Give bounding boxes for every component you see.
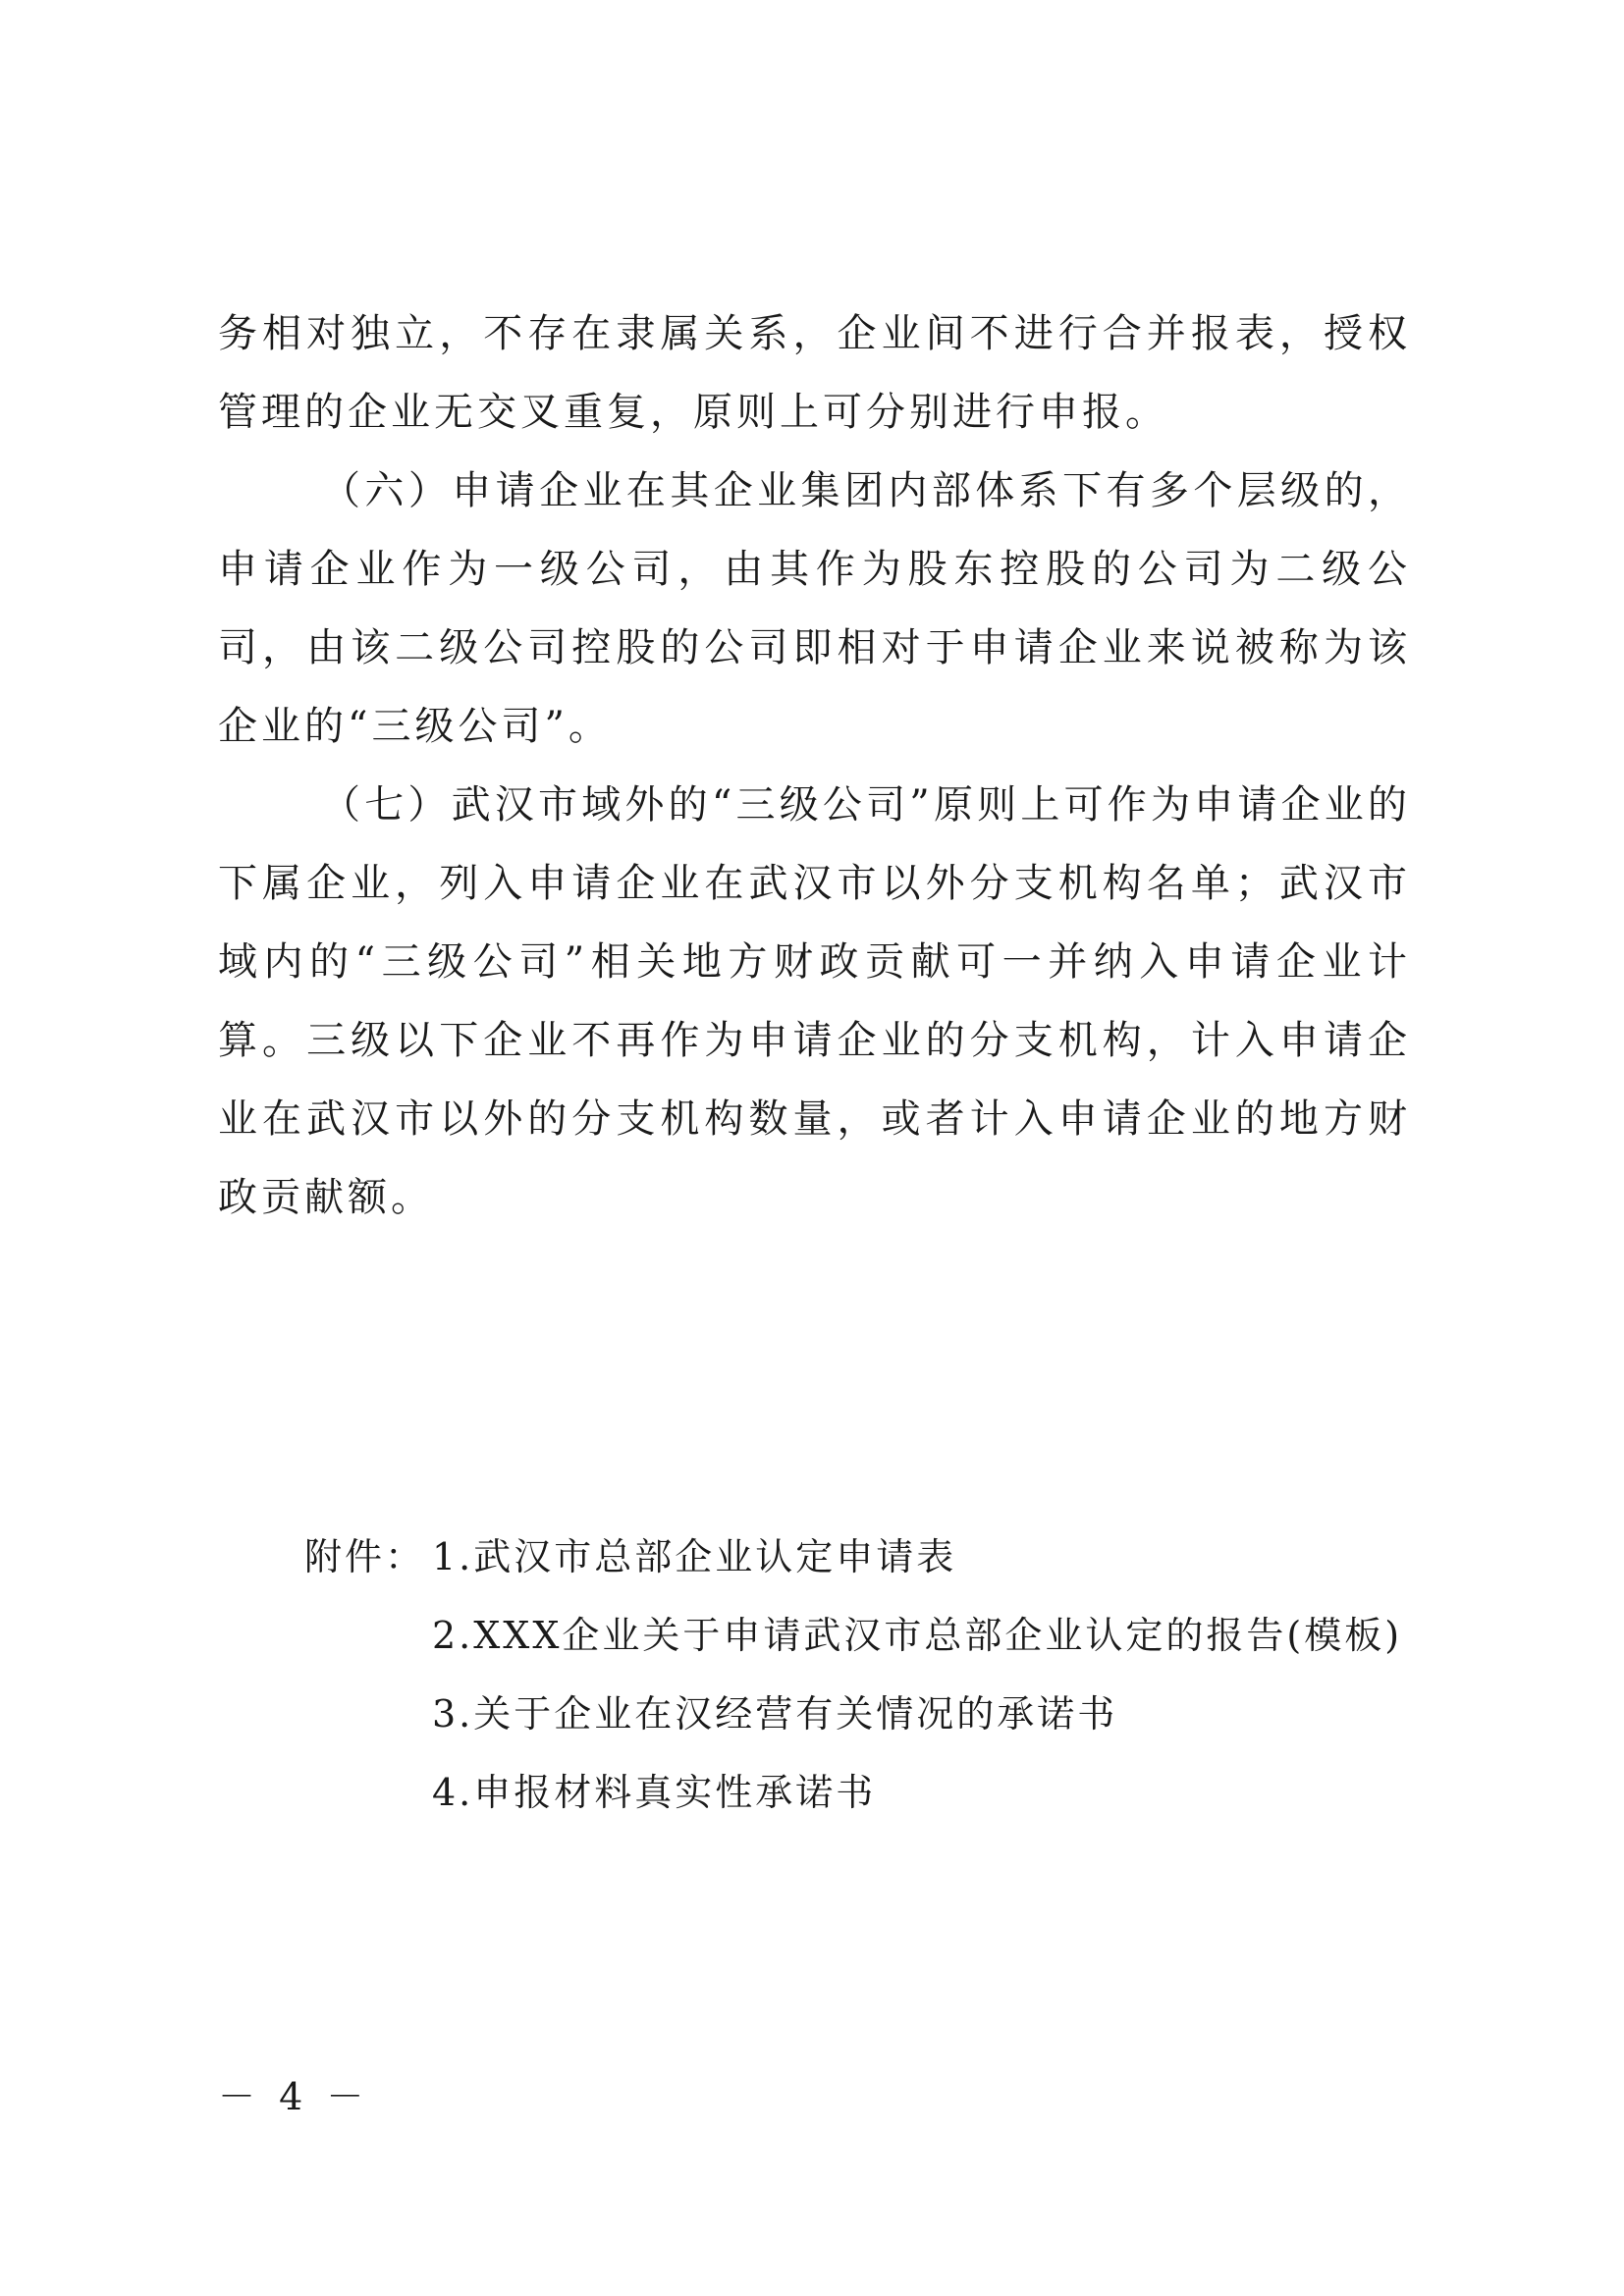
attachment-item-2: 2.XXX企业关于申请武汉市总部企业认定的报告(模板) — [432, 1614, 1403, 1657]
paragraph-section-six: （六）申请企业在其企业集团内部体系下有多个层级的，申请企业作为一级公司，由其作为股东控股的公司为二级公司，由该二级公司控股的公司即相对于申请企业来说被称为该企业的“三级公司”。 — [218, 468, 1411, 749]
body-text — [218, 294, 1411, 1237]
attachment-item — [304, 1675, 1402, 1753]
attachment-item — [304, 1518, 1402, 1596]
paragraph-continuation: 务相对独立，不存在隶属关系，企业间不进行合并报表，授权管理的企业无交叉重复，原则上可分别进行申报。 — [218, 311, 1411, 435]
attachments-label: 附件： — [304, 1535, 426, 1578]
attachment-item-3: 3.关于企业在汉经营有关情况的承诺书 — [432, 1692, 1118, 1735]
attachments-list — [304, 1518, 1402, 1832]
attachment-item-4: 4.申报材料真实性承诺书 — [432, 1771, 877, 1814]
paragraph-section-seven: （七）武汉市域外的“三级公司”原则上可作为申请企业的下属企业，列入申请企业在武汉市以外分支机构名单；武汉市域内的“三级公司”相关地方财政贡献可一并纳入申请企业计算。三级以下企业不再作为申请企业的分支机构，计入申请企业在武汉市以外的分支机构数量，或者计入申请企业的地方财政贡献额。 — [218, 782, 1411, 1220]
attachment-item-1: 1.武汉市总部企业认定申请表 — [432, 1535, 957, 1578]
attachment-item — [304, 1596, 1402, 1675]
page-number: － 4 － — [218, 2075, 370, 2118]
attachment-item — [304, 1753, 1402, 1832]
